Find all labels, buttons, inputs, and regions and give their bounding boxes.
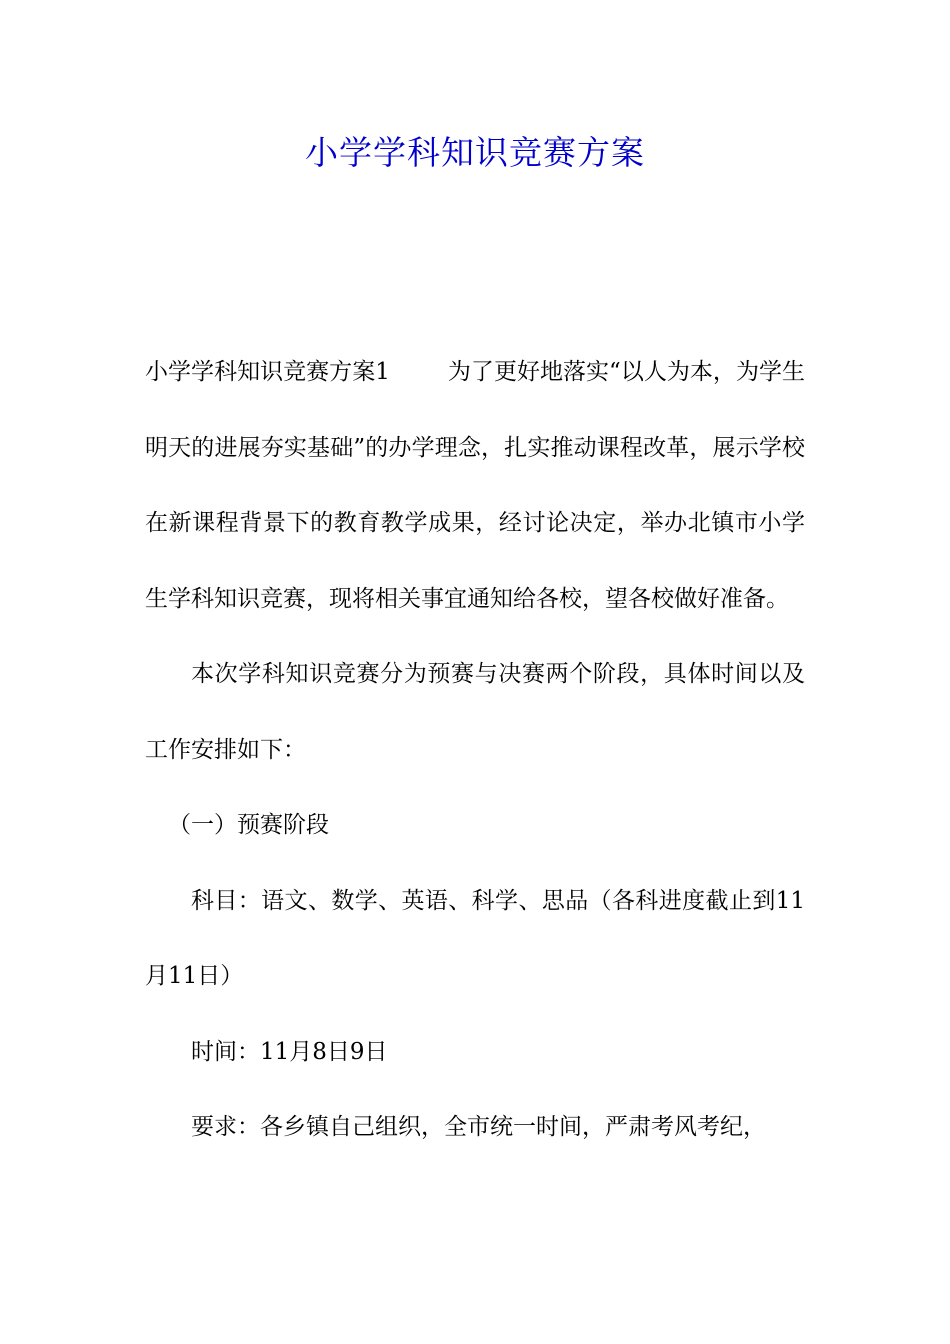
paragraph-intro [145, 335, 805, 637]
paragraph-lead: 小学学科知识竞赛方案1 [145, 359, 390, 385]
paragraph-subjects: 科目：语文、数学、英语、科学、思品（各科进度截止到11月11日） [145, 887, 805, 989]
paragraph-time: 时间：11月8日9日 [191, 1038, 388, 1065]
document-body [145, 335, 805, 1166]
paragraph-requirements: 要求：各乡镇自己组织，全市统一时间，严肃考风考纪， [191, 1114, 766, 1140]
paragraph-text: 为了更好地落实“以人为本，为学生明天的进展夯实基础”的办学理念，扎实推动课程改革，展示学校在新课程背景下的教育教学成果，经讨论决定，举办北镇市小学生学科知识竞赛，现将相关事宜通知给各校，望各校做好准备。 [145, 359, 805, 612]
paragraph-stages: 本次学科知识竞赛分为预赛与决赛两个阶段，具体时间以及工作安排如下： [145, 661, 805, 763]
document-title: 小学学科知识竞赛方案 [305, 133, 645, 172]
section-heading-preliminary: （一）预赛阶段 [168, 812, 329, 838]
